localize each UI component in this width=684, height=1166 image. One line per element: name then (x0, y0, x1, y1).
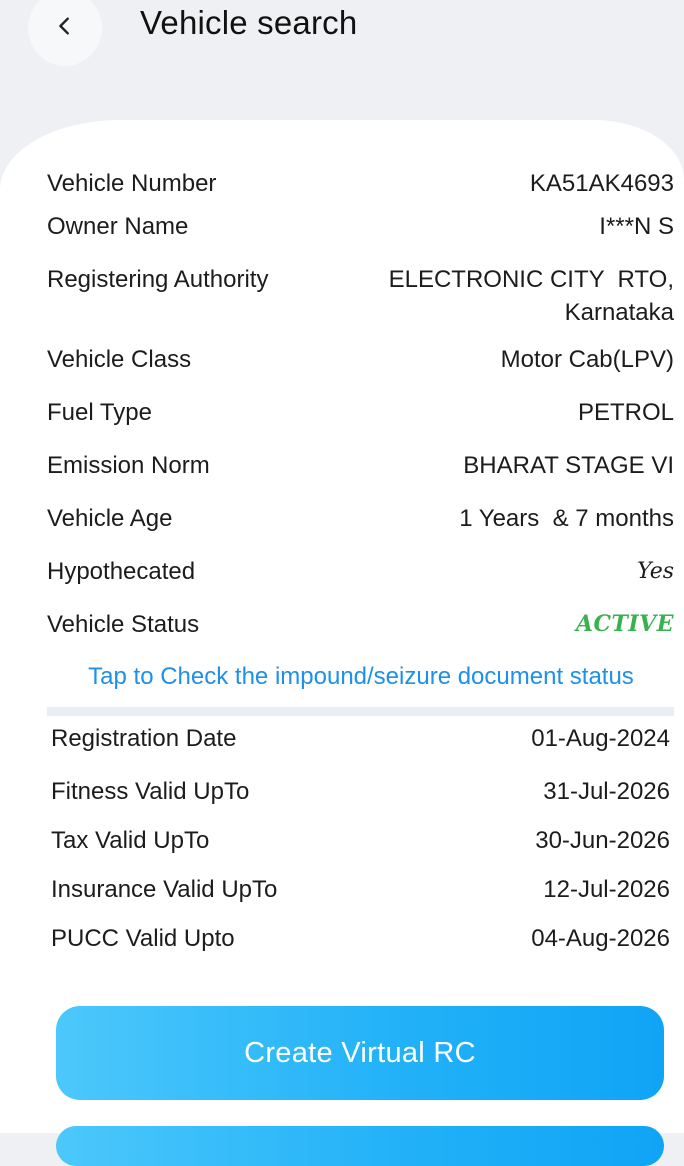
detail-row-vehicle-number (47, 167, 674, 200)
detail-value: PETROL (577, 399, 674, 426)
chevron-left-icon (54, 15, 76, 42)
detail-label: Fuel Type (47, 399, 152, 426)
detail-row-vehicle-status (47, 608, 674, 641)
detail-row-vehicle-class (47, 343, 674, 376)
validity-row-pucc (51, 922, 670, 955)
detail-label: Owner Name (47, 213, 189, 240)
validity-row-registration-date (51, 722, 670, 755)
create-virtual-rc-button[interactable]: Create Virtual RC (56, 1006, 664, 1100)
detail-value: KA51AK4693 (529, 170, 674, 197)
validity-label: Insurance Valid UpTo (51, 876, 278, 903)
validity-value: 04-Aug-2026 (531, 925, 670, 952)
detail-row-vehicle-age (47, 502, 674, 535)
validity-label: Registration Date (51, 725, 237, 752)
impound-status-link[interactable]: Tap to Check the impound/seizure document status (88, 663, 634, 690)
detail-label: Hypothecated (47, 558, 196, 585)
header (0, 0, 684, 120)
back-button[interactable] (28, 0, 102, 66)
detail-row-registering-authority (47, 263, 674, 329)
validity-row-tax (51, 824, 670, 857)
detail-row-hypothecated (47, 555, 674, 588)
detail-label: Registering Authority (47, 266, 269, 293)
validity-label: Fitness Valid UpTo (51, 778, 250, 805)
status-badge: ACTIVE (575, 611, 674, 637)
validity-value: 01-Aug-2024 (531, 725, 670, 752)
validity-value: 12-Jul-2026 (543, 876, 670, 903)
detail-value-line1: ELECTRONIC CITY RTO, (388, 266, 674, 293)
detail-row-emission-norm (47, 449, 674, 482)
detail-value: Motor Cab(LPV) (500, 346, 674, 373)
detail-row-fuel-type (47, 396, 674, 429)
detail-value: Yes (637, 559, 674, 584)
validity-label: Tax Valid UpTo (51, 827, 210, 854)
divider (47, 707, 674, 716)
detail-value: BHARAT STAGE VI (463, 452, 674, 479)
detail-label: Vehicle Number (47, 170, 217, 197)
page-title: Vehicle search (140, 4, 358, 41)
validity-row-insurance (51, 873, 670, 906)
secondary-action-button[interactable] (56, 1126, 664, 1166)
detail-label: Vehicle Class (47, 346, 192, 373)
detail-value: 1 Years & 7 months (459, 505, 674, 532)
detail-value: I***N S (599, 213, 674, 240)
detail-value-line2: Karnataka (564, 299, 674, 326)
detail-label: Vehicle Age (47, 505, 173, 532)
detail-value (389, 263, 674, 329)
validity-value: 30-Jun-2026 (535, 827, 670, 854)
detail-label: Vehicle Status (47, 611, 200, 638)
validity-row-fitness (51, 775, 670, 808)
validity-value: 31-Jul-2026 (543, 778, 670, 805)
detail-row-owner-name (47, 210, 674, 243)
detail-label: Emission Norm (47, 452, 210, 479)
validity-label: PUCC Valid Upto (51, 925, 235, 952)
